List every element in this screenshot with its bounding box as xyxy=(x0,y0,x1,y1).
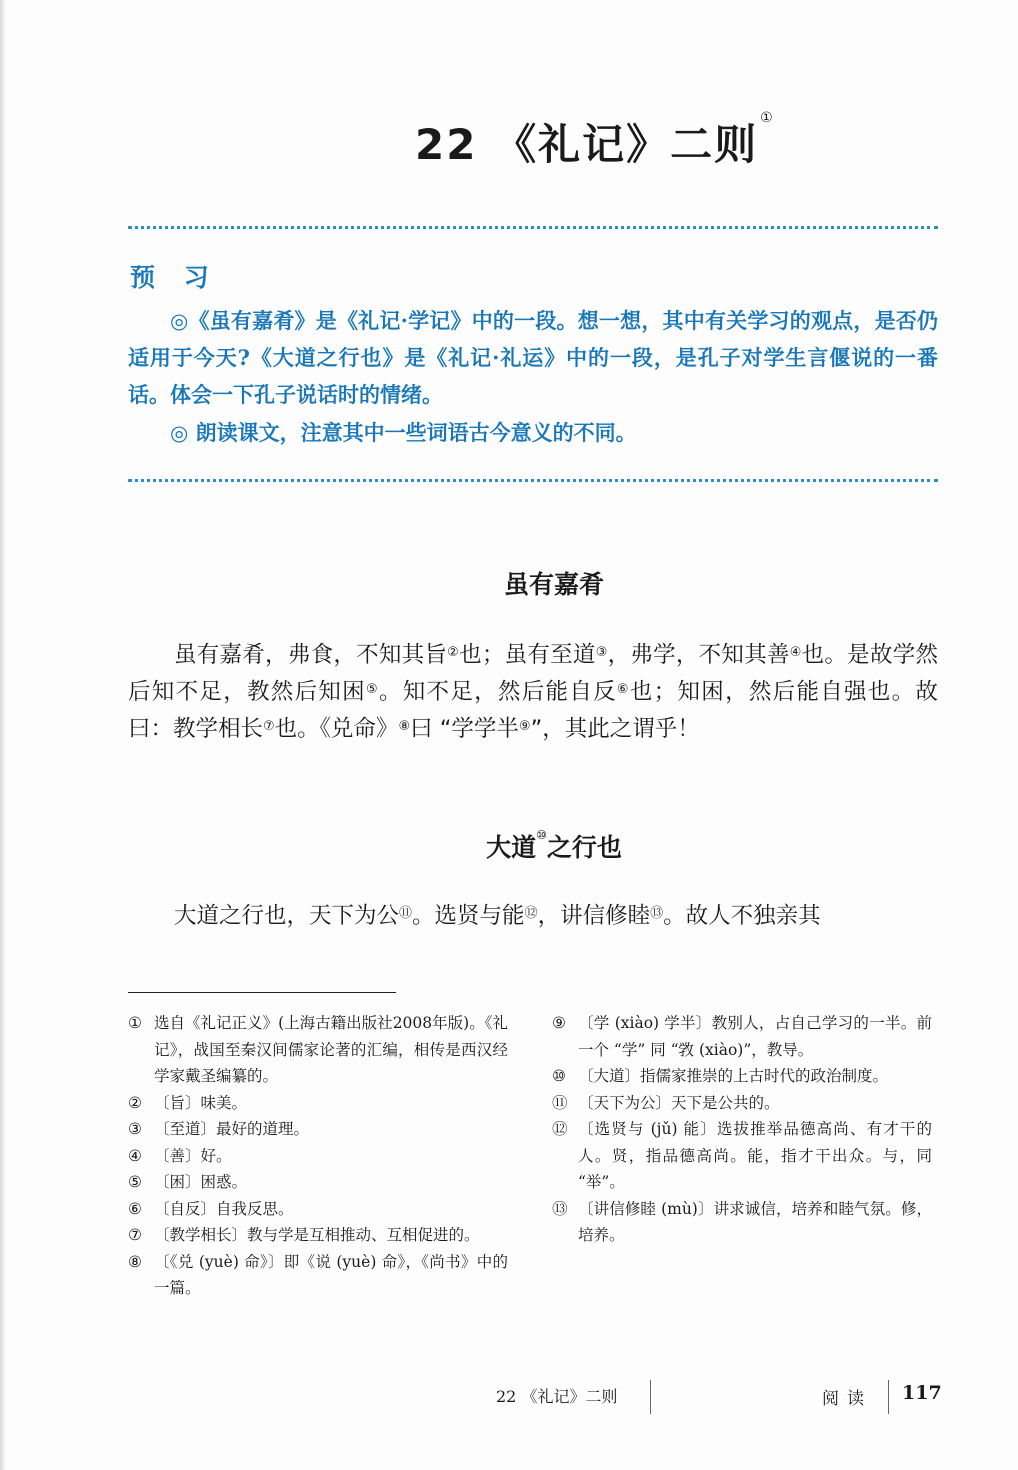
body-text-run: ”，其此之谓乎！ xyxy=(530,716,700,742)
footnote-text: 〔旨〕味美。 xyxy=(154,1093,248,1112)
footnote-7 xyxy=(128,1222,508,1249)
footnote-number: ⑫ xyxy=(552,1120,568,1138)
body-text-run: 虽有嘉肴，弗食，不知其旨 xyxy=(174,642,448,668)
footnote-number: ⑤ xyxy=(128,1173,142,1191)
heading-text-run: 大道 xyxy=(486,833,537,862)
footnote-text: 〔善〕好。 xyxy=(154,1146,232,1165)
footnote-number: ⑦ xyxy=(128,1226,142,1244)
footnote-text: 〔教学相长〕教与学是互相推动、互相促进的。 xyxy=(154,1226,480,1244)
footnote-text: 〔自反〕自我反思。 xyxy=(154,1199,294,1218)
section-1-body xyxy=(128,637,938,748)
footnote-rule xyxy=(128,992,396,993)
footnote-marker: ⑬ xyxy=(650,906,664,921)
body-text-run: 。故人不独亲其 xyxy=(663,903,821,929)
footnote-text: 〔《兑 (yuè) 命》〕即《说 (yuè) 命》，《尚书》中的一篇。 xyxy=(154,1252,508,1297)
body-text-run: 也；虽有至道 xyxy=(459,642,596,668)
footer-divider xyxy=(650,1380,651,1414)
footnote-number: ⑨ xyxy=(552,1014,566,1032)
footnote-marker: ⑦ xyxy=(263,719,275,734)
footnote-number: ④ xyxy=(128,1146,142,1165)
preview-paragraph-2: ◎ 朗读课文，注意其中一些词语古今意义的不同。 xyxy=(170,420,637,445)
page-binding-shadow xyxy=(0,0,6,1470)
footnote-marker: ⑪ xyxy=(399,906,413,921)
body-text-run: 大道之行也，天下为公 xyxy=(174,903,400,929)
footer-lesson-title: 22 《礼记》二则 xyxy=(496,1387,618,1406)
footnote-3 xyxy=(128,1116,508,1143)
body-text-run: 曰 “学学半 xyxy=(410,716,519,742)
footnote-number: ⑬ xyxy=(552,1199,568,1218)
lesson-title xyxy=(415,112,775,172)
section-2-body xyxy=(128,898,938,935)
footnote-number: ⑥ xyxy=(128,1199,142,1218)
body-text-run: 也。《兑命》 xyxy=(274,716,399,742)
preview-bottom-divider xyxy=(128,479,938,482)
section-heading-suiyoujiayao: 虽有嘉肴 xyxy=(503,570,604,599)
footnote-number: ⑪ xyxy=(552,1093,568,1112)
footnote-text: 〔选贤与 (jǔ) 能〕选拔推举品德高尚、有才干的人。贤，指品德高尚。能，指才干出众。与，同 “举”。 xyxy=(578,1120,932,1191)
preview-paragraph-1: ◎《虽有嘉肴》是《礼记·学记》中的一段。想一想，其中有关学习的观点，是否仍适用于今天?《大道之行也》是《礼记·礼运》中的一段，是孔子对学生言偃说的一番话。体会一下孔子说话时的情绪。 xyxy=(128,308,938,407)
footnote-12 xyxy=(552,1116,932,1196)
footnote-number: ① xyxy=(128,1014,142,1032)
footnote-marker: ⑫ xyxy=(524,906,538,921)
preview-heading: 预 习 xyxy=(130,263,219,292)
footnote-6 xyxy=(128,1196,508,1223)
footnote-10 xyxy=(552,1063,932,1090)
body-text-run: ，弗学，不知其善 xyxy=(607,642,790,668)
footnote-11 xyxy=(552,1090,932,1117)
footnote-marker: ③ xyxy=(595,645,608,660)
footnote-9 xyxy=(552,1010,932,1063)
footnote-text: 〔大道〕指儒家推崇的上古时代的政治制度。 xyxy=(578,1067,889,1085)
section-heading-dadaozhixingye xyxy=(128,828,980,864)
footnote-2 xyxy=(128,1090,508,1117)
footnote-8 xyxy=(128,1249,508,1302)
footnote-text: 选自《礼记正义》(上海古籍出版社2008年版)。《礼记》，战国至秦汉间儒家论著的汇编，相传是西汉经学家戴圣编纂的。 xyxy=(154,1014,508,1085)
footnotes-left-column xyxy=(128,1010,508,1302)
footnote-text: 〔困〕困惑。 xyxy=(154,1173,248,1191)
footer-section-label: 阅读 xyxy=(822,1389,872,1409)
preview-top-divider xyxy=(128,226,938,229)
footnote-text: 〔讲信修睦 (mù)〕讲求诚信，培养和睦气氛。修，培养。 xyxy=(578,1199,932,1244)
footnote-text: 〔至道〕最好的道理。 xyxy=(154,1120,310,1138)
footnotes-right-column xyxy=(552,1010,932,1249)
footnote-marker: ⑨ xyxy=(518,719,531,734)
page-number: 117 xyxy=(902,1382,942,1404)
body-text-run: 。选贤与能 xyxy=(412,903,525,929)
footnote-marker: ⑥ xyxy=(616,682,630,697)
lesson-title-text: 22 《礼记》二则 xyxy=(415,120,759,169)
footnote-5 xyxy=(128,1169,508,1196)
footnote-marker: ⑩ xyxy=(536,828,547,842)
body-text-run: ，讲信修睦 xyxy=(537,903,651,929)
footnote-number: ③ xyxy=(128,1120,142,1138)
footnote-text: 〔天下为公〕天下是公共的。 xyxy=(578,1093,780,1112)
footer-divider xyxy=(888,1380,889,1414)
footnote-4 xyxy=(128,1143,508,1170)
title-footnote-marker: ① xyxy=(760,110,775,126)
footnote-marker: ⑤ xyxy=(365,682,379,697)
footnote-marker: ② xyxy=(447,645,460,660)
footnote-marker: ④ xyxy=(789,645,802,660)
footnote-number: ② xyxy=(128,1093,142,1112)
footnote-13 xyxy=(552,1196,932,1249)
heading-text-run: 之行也 xyxy=(546,833,622,862)
footnote-marker: ⑧ xyxy=(398,719,411,734)
footnote-number: ⑩ xyxy=(552,1067,566,1085)
body-text-run: 。知不足，然后能自反 xyxy=(378,679,617,705)
footnote-text: 〔学 (xiào) 学半〕教别人，占自己学习的一半。前一个 “学” 同 “敩 (xiào)”，教导。 xyxy=(578,1014,932,1059)
body-text-run: 也。是故学然后知不足，教然后知困 xyxy=(128,642,938,705)
footnote-number: ⑧ xyxy=(128,1252,142,1271)
body-text-run: 也；知困，然后能自强也。故曰：教学相长 xyxy=(128,679,938,742)
footnote-1 xyxy=(128,1010,508,1090)
